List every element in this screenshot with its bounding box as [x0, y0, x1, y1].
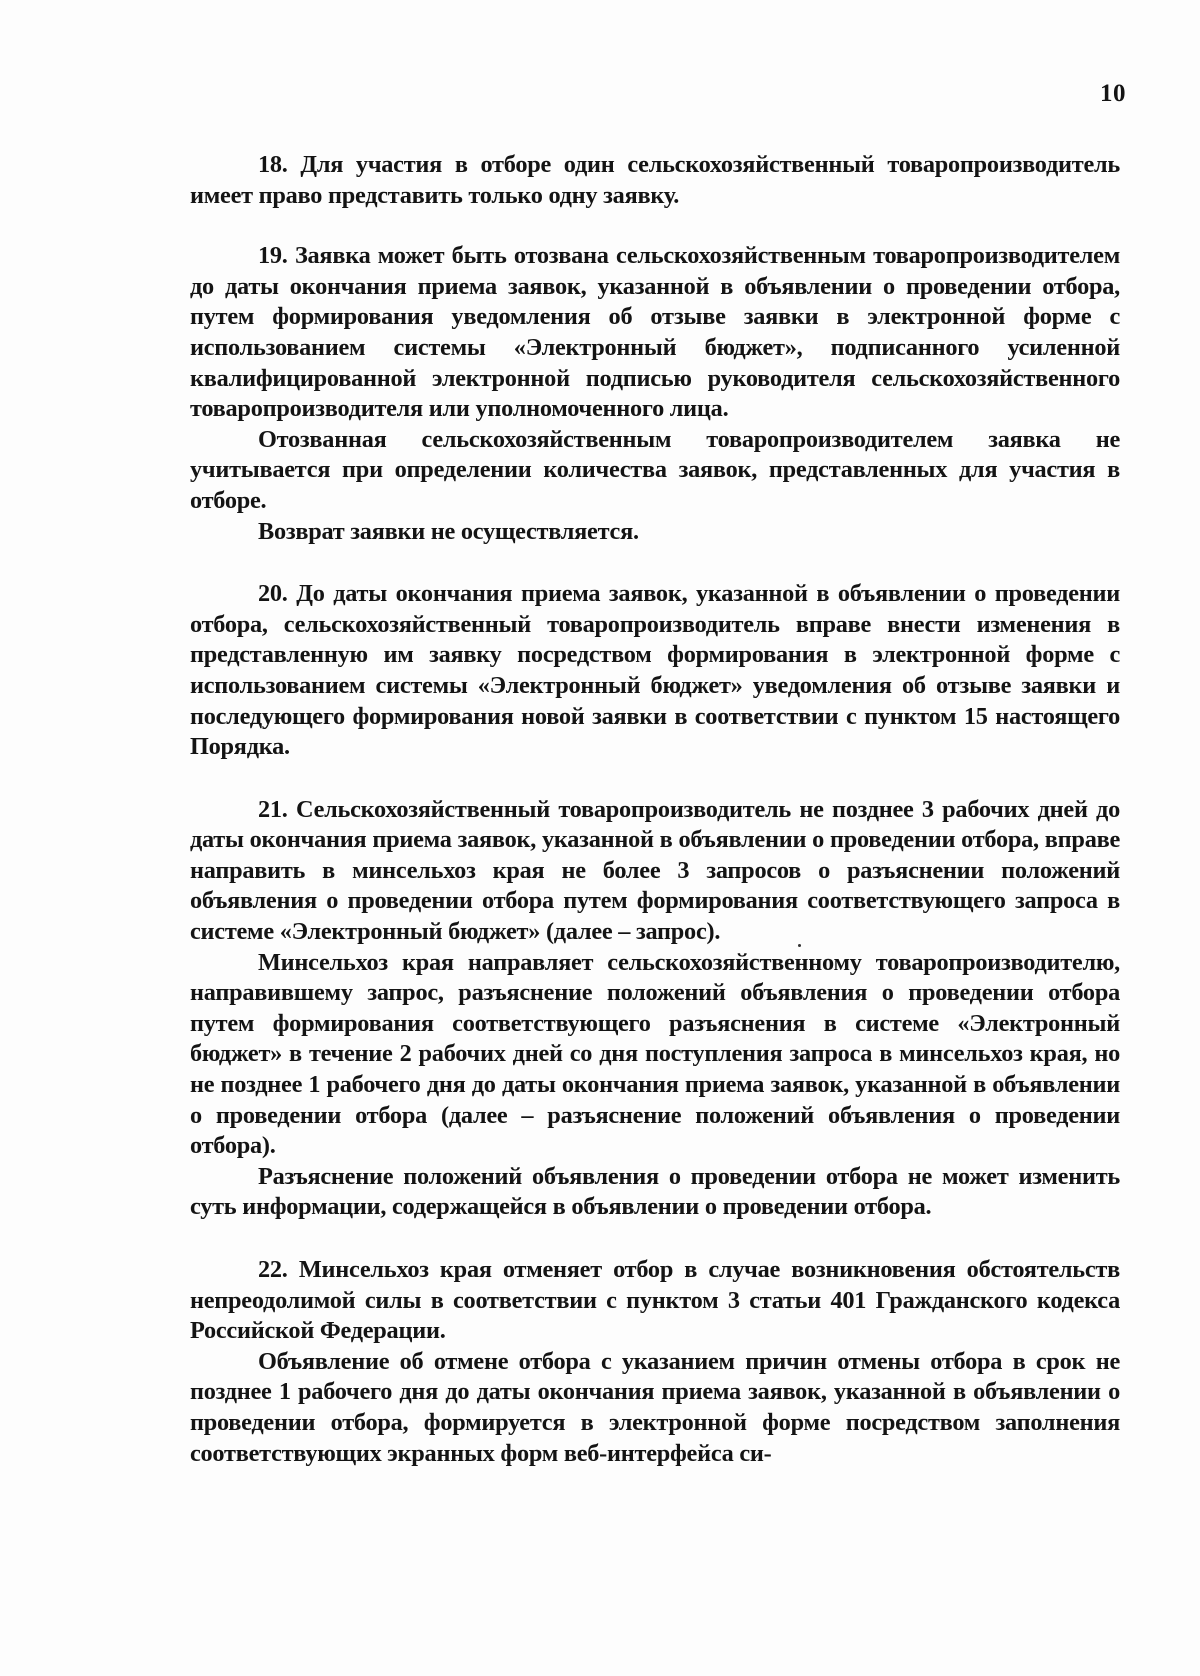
paragraph-19-no-return: Возврат заявки не осуществляется.: [258, 517, 639, 545]
paragraph-21: 21. Сельскохозяйственный товаропроизводитель не позднее 3 рабочих дней до даты окончания приема заявок, указанной в объявлении о проведении отбора, вправе направить в минсельхоз края не более 3 запросов о разъяснении положений объявления о проведении отбора путем формирования соответствующего запроса в системе «Электронный бюджет» (далее – запрос).: [190, 795, 1120, 946]
paragraph-19-withdrawn: Отозванная сельскохозяйственным товаропроизводителем заявка не учитывается при определении количества заявок, представленных для участия в отборе.: [190, 425, 1120, 514]
document-body: [190, 150, 1120, 1469]
paragraph-22: 22. Минсельхоз края отменяет отбор в случае возникновения обстоятельств непреодолимой силы в соответствии с пунктом 3 статьи 401 Гражданского кодекса Российской Федерации.: [190, 1256, 1120, 1345]
scan-speck: [798, 944, 801, 947]
paragraph-19: 19. Заявка может быть отозвана сельскохозяйственным товаропроизводителем до даты окончания приема заявок, указанной в объявлении о проведении отбора, путем формирования уведомления об отзыве заявки в электронной форме с использованием системы «Электронный бюджет», подписанного усиленной квалифицированной электронной подписью руководителя сельскохозяйственного товаропроизводителя или уполномоченного лица.: [190, 242, 1120, 423]
paragraph-21-clarification: Разъяснение положений объявления о проведении отбора не может изменить суть информации, содержащейся в объявлении о проведении отбора.: [190, 1162, 1120, 1221]
paragraph-20: 20. До даты окончания приема заявок, указанной в объявлении о проведении отбора, сельскохозяйственный товаропроизводитель вправе внести изменения в представленную им заявку посредством формирования в электронной форме с использованием системы «Электронный бюджет» уведомления об отзыве заявки и последующего формирования новой заявки в соответствии с пунктом 15 настоящего Порядка.: [190, 580, 1120, 761]
paragraph-22-announcement: Объявление об отмене отбора с указанием причин отмены отбора в срок не позднее 1 рабочего дня до даты окончания приема заявок, указанной в объявлении о проведении отбора, формируется в электронной форме посредством заполнения соответствующих экранных форм веб-интерфейса си-: [190, 1347, 1120, 1467]
page-number: 10: [1100, 80, 1126, 107]
paragraph-21-response: Минсельхоз края направляет сельскохозяйственному товаропроизводителю, направившему запрос, разъяснение положений объявления о проведении отбора путем формирования соответствующего разъяснения в системе «Электронный бюджет» в течение 2 рабочих дней со дня поступления запроса в минсельхоз края, но не позднее 1 рабочего дня до даты окончания приема заявок, указанной в объявлении о проведении отбора (далее – разъяснение положений объявления о проведении отбора).: [190, 948, 1120, 1160]
paragraph-18: 18. Для участия в отборе один сельскохозяйственный товаропроизводитель имеет право представить только одну заявку.: [190, 151, 1120, 209]
